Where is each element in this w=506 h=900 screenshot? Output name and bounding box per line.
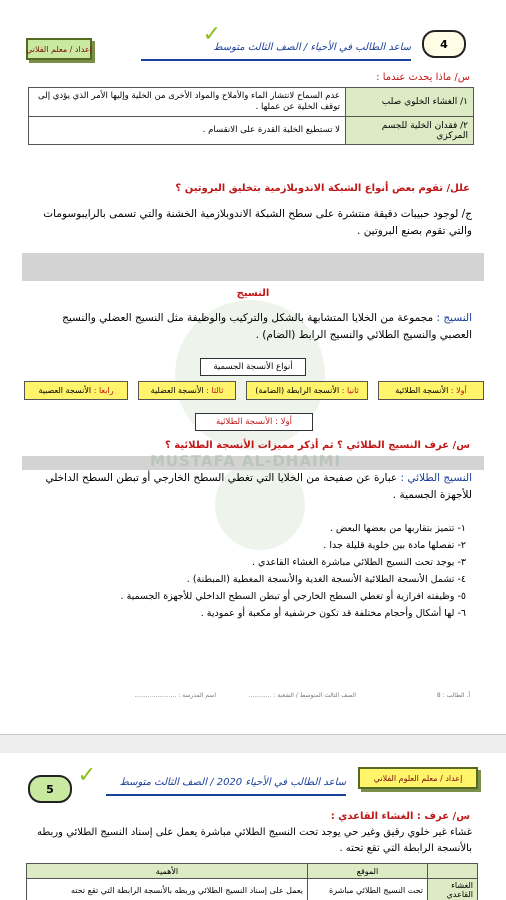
list-item: ٢- تفصلها مادة بين خلوية قليلة جدا .	[323, 540, 466, 551]
list-item: ٦- لها أشكال وأحجام مختلفة قد تكون حرشفية أو مكعبة أو عمودية .	[200, 608, 466, 619]
epithelial-definition-block	[32, 470, 472, 504]
epithelial-term: النسيج الطلائي :	[400, 472, 472, 484]
page-gap	[0, 735, 506, 753]
table-row	[29, 117, 474, 145]
epithelial-definition: عبارة عن صفيحة من الخلايا التي تغطي السطح الخارجي أو تبطن السطح الداخلي للأجهزة الجسمية .	[45, 472, 472, 501]
type-order: رابعا :	[93, 386, 114, 395]
grey-band	[22, 253, 484, 281]
header-underline	[106, 794, 346, 796]
tissue-type-chip	[378, 381, 484, 400]
row-value: لا تستطيع الخلية القدرة على الانقسام .	[29, 117, 346, 145]
list-item: ٥- وظيفته افرازية أو تغطي السطح الخارجي أو تبطن السطح الداخلي للأجهزة الجسمية .	[120, 591, 466, 602]
header-title: ساعد الطالب في الأحياء / الصف الثالث متوسط	[213, 42, 411, 53]
row-label: ١/ الغشاء الخلوي صلب	[346, 88, 474, 117]
type-order: أولا :	[450, 386, 467, 395]
header-title: ساعد الطالب في الأحياء 2020 / الصف الثالث متوسط	[119, 777, 346, 788]
what-happens-table	[28, 87, 474, 145]
check-mark-icon: ✓	[202, 22, 221, 47]
header-location: الموقع	[307, 864, 427, 879]
type-name: الأنسجة العضلية	[150, 386, 204, 395]
type-order: ثانيا :	[341, 386, 359, 395]
tissue-definition-block	[32, 310, 472, 344]
table-row	[27, 879, 478, 900]
epithelial-features-list	[36, 520, 466, 622]
page-number-badge: 5	[28, 775, 72, 803]
document-page-5	[0, 753, 506, 900]
author-box: إعداد / معلم الفلاني	[26, 38, 92, 60]
row-label: ٢/ فقدان الخلية للجسم المركزي	[346, 117, 474, 145]
type-order: ثالثا :	[206, 386, 224, 395]
row-label: الغشاء القاعدي	[428, 879, 478, 900]
footer-left: اسم المدرسة : ......................	[134, 692, 216, 699]
question-what-happens: س/ ماذا يحدث عندما :	[376, 72, 470, 83]
reason-answer: ج/ لوجود حبيبات دقيقة منتشرة على سطح الشبكة الاندوبلازمية الخشنة والتي تسمى بالرايبوسومات والتي تقوم بصنع البروتين .	[43, 208, 472, 237]
page-number-badge: 4	[422, 30, 466, 58]
header-importance: الأهمية	[27, 864, 308, 879]
tissue-type-chip	[246, 381, 368, 400]
page-header	[0, 22, 506, 68]
type-name: الأنسجة الطلائية	[395, 386, 449, 395]
tissue-type-chip	[24, 381, 128, 400]
reason-question: علل/ تقوم بعض أنواع الشبكة الاندوبلازمية بتخليق البروتين ؟	[175, 183, 470, 194]
footer-right: أ. الطالب : 8	[436, 692, 470, 699]
tissue-type-chip	[138, 381, 236, 400]
list-item: ٣- يوجد تحت النسيج الطلائي مباشرة الغشاء القاعدي .	[252, 557, 466, 568]
check-mark-icon: ✓	[77, 763, 96, 788]
table-header-row	[27, 864, 478, 879]
table-row	[29, 88, 474, 117]
header-cell-empty	[428, 864, 478, 879]
type-name: الأنسجة الرابطة (الضامة)	[255, 386, 340, 395]
first-section-title: أولا : الأنسجة الطلائية	[195, 413, 313, 431]
watermark-text: MUSTAFA AL-DHAIMI	[150, 452, 342, 470]
page-footer	[0, 692, 506, 706]
page-header	[0, 763, 506, 803]
tissue-heading: النسيج	[236, 288, 270, 299]
header-underline	[141, 59, 411, 61]
list-item: ٤- تشمل الأنسجة الطلائية الأنسجة الغدية والأنسجة المغطية (المبطنة) .	[186, 574, 466, 585]
type-name: الأنسجة العصبية	[38, 386, 92, 395]
row-value: عدم السماح لانتشار الماء والأملاح والمواد الأخرى من الخلية وإليها الأمر الذي يؤدي إلى توقف الخلية عن عملها .	[29, 88, 346, 117]
footer-mid: الصف الثالث المتوسط / الشعبة : ............	[248, 692, 356, 699]
types-title: أنواع الأنسجة الجسمية	[200, 358, 306, 376]
tissue-types-row	[0, 381, 506, 401]
author-box: إعداد / معلم العلوم الفلاني	[358, 767, 478, 789]
basement-definition: غشاء غير خلوي رقيق وغير حي يوجد تحت النسيج الطلائي مباشرة يعمل على إسناد النسيج الطلائي وربطه بالأنسجة الرابطة التي تقع تحته .	[36, 827, 472, 854]
tissue-term: النسيج :	[436, 312, 472, 324]
tissue-definition: مجموعة من الخلايا المتشابهة بالشكل والتركيب والوظيفة مثل النسيج العضلي والنسيج العصبي والنسيج الطلائي والنسيج الرابط (الضام) .	[62, 312, 472, 341]
row-importance: يعمل على إسناد النسيج الطلائي وربطه بالأنسجة الرابطة التي تقع تحته	[27, 879, 308, 900]
define-basement-question: س/ عرف : الغشاء القاعدي :	[330, 811, 470, 822]
row-location: تحت النسيج الطلائي مباشرة	[307, 879, 427, 900]
list-item: ١- تتميز بتقاربها من بعضها البعض .	[329, 523, 466, 534]
basement-table	[26, 863, 478, 900]
define-question: س/ عرف النسيج الطلائي ؟ ثم أذكر مميزات الأنسجة الطلائية ؟	[164, 440, 470, 451]
